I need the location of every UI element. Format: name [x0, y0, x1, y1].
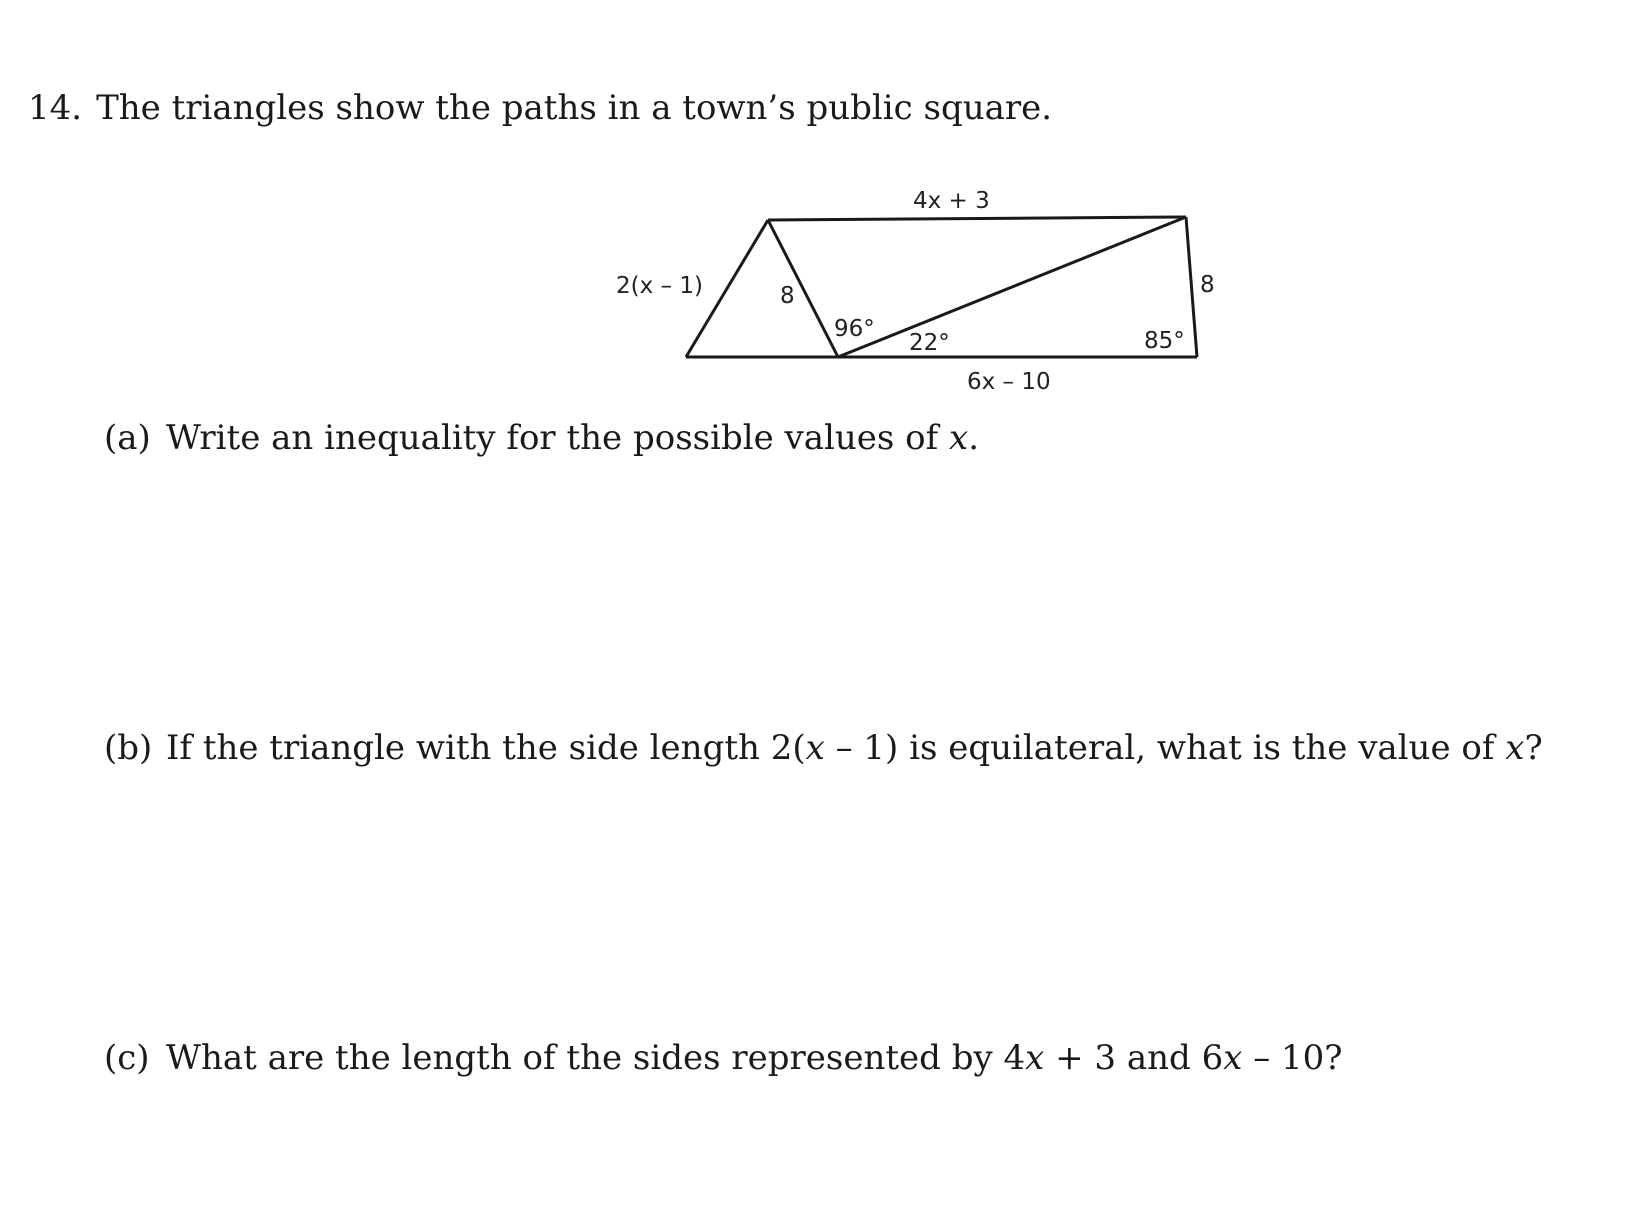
- label-angle-right: 85°: [1144, 328, 1185, 354]
- part-b-letter: (b): [104, 728, 153, 768]
- inner-path: [768, 220, 838, 357]
- label-right-side: 8: [1200, 272, 1215, 298]
- question-number: 14.: [28, 88, 83, 128]
- part-b: [104, 728, 1543, 768]
- part-a: [104, 418, 979, 458]
- label-left-side: 2(x – 1): [616, 273, 703, 299]
- part-a-text: Write an inequality for the possible values of x.: [166, 418, 980, 458]
- right-path: [1186, 217, 1197, 357]
- part-c: [104, 1038, 1343, 1078]
- part-c-text: What are the length of the sides represented by 4x + 3 and 6x – 10?: [166, 1038, 1343, 1078]
- label-bottom-side: 6x – 10: [967, 369, 1051, 395]
- question-text: The triangles show the paths in a town’s public square.: [96, 88, 1053, 128]
- left-path: [686, 220, 768, 357]
- label-angle-left: 96°: [834, 316, 875, 342]
- part-b-text: If the triangle with the side length 2(x – 1) is equilateral, what is the value of x?: [166, 728, 1543, 768]
- question-stem: [28, 88, 1052, 128]
- top-path: [768, 217, 1186, 220]
- label-top-side: 4x + 3: [913, 188, 990, 214]
- diagonal-path: [838, 217, 1186, 357]
- part-a-letter: (a): [104, 418, 151, 458]
- label-angle-mid: 22°: [909, 330, 950, 356]
- figure-lines: [686, 217, 1197, 357]
- part-c-letter: (c): [104, 1038, 150, 1078]
- label-inner-side: 8: [780, 283, 795, 309]
